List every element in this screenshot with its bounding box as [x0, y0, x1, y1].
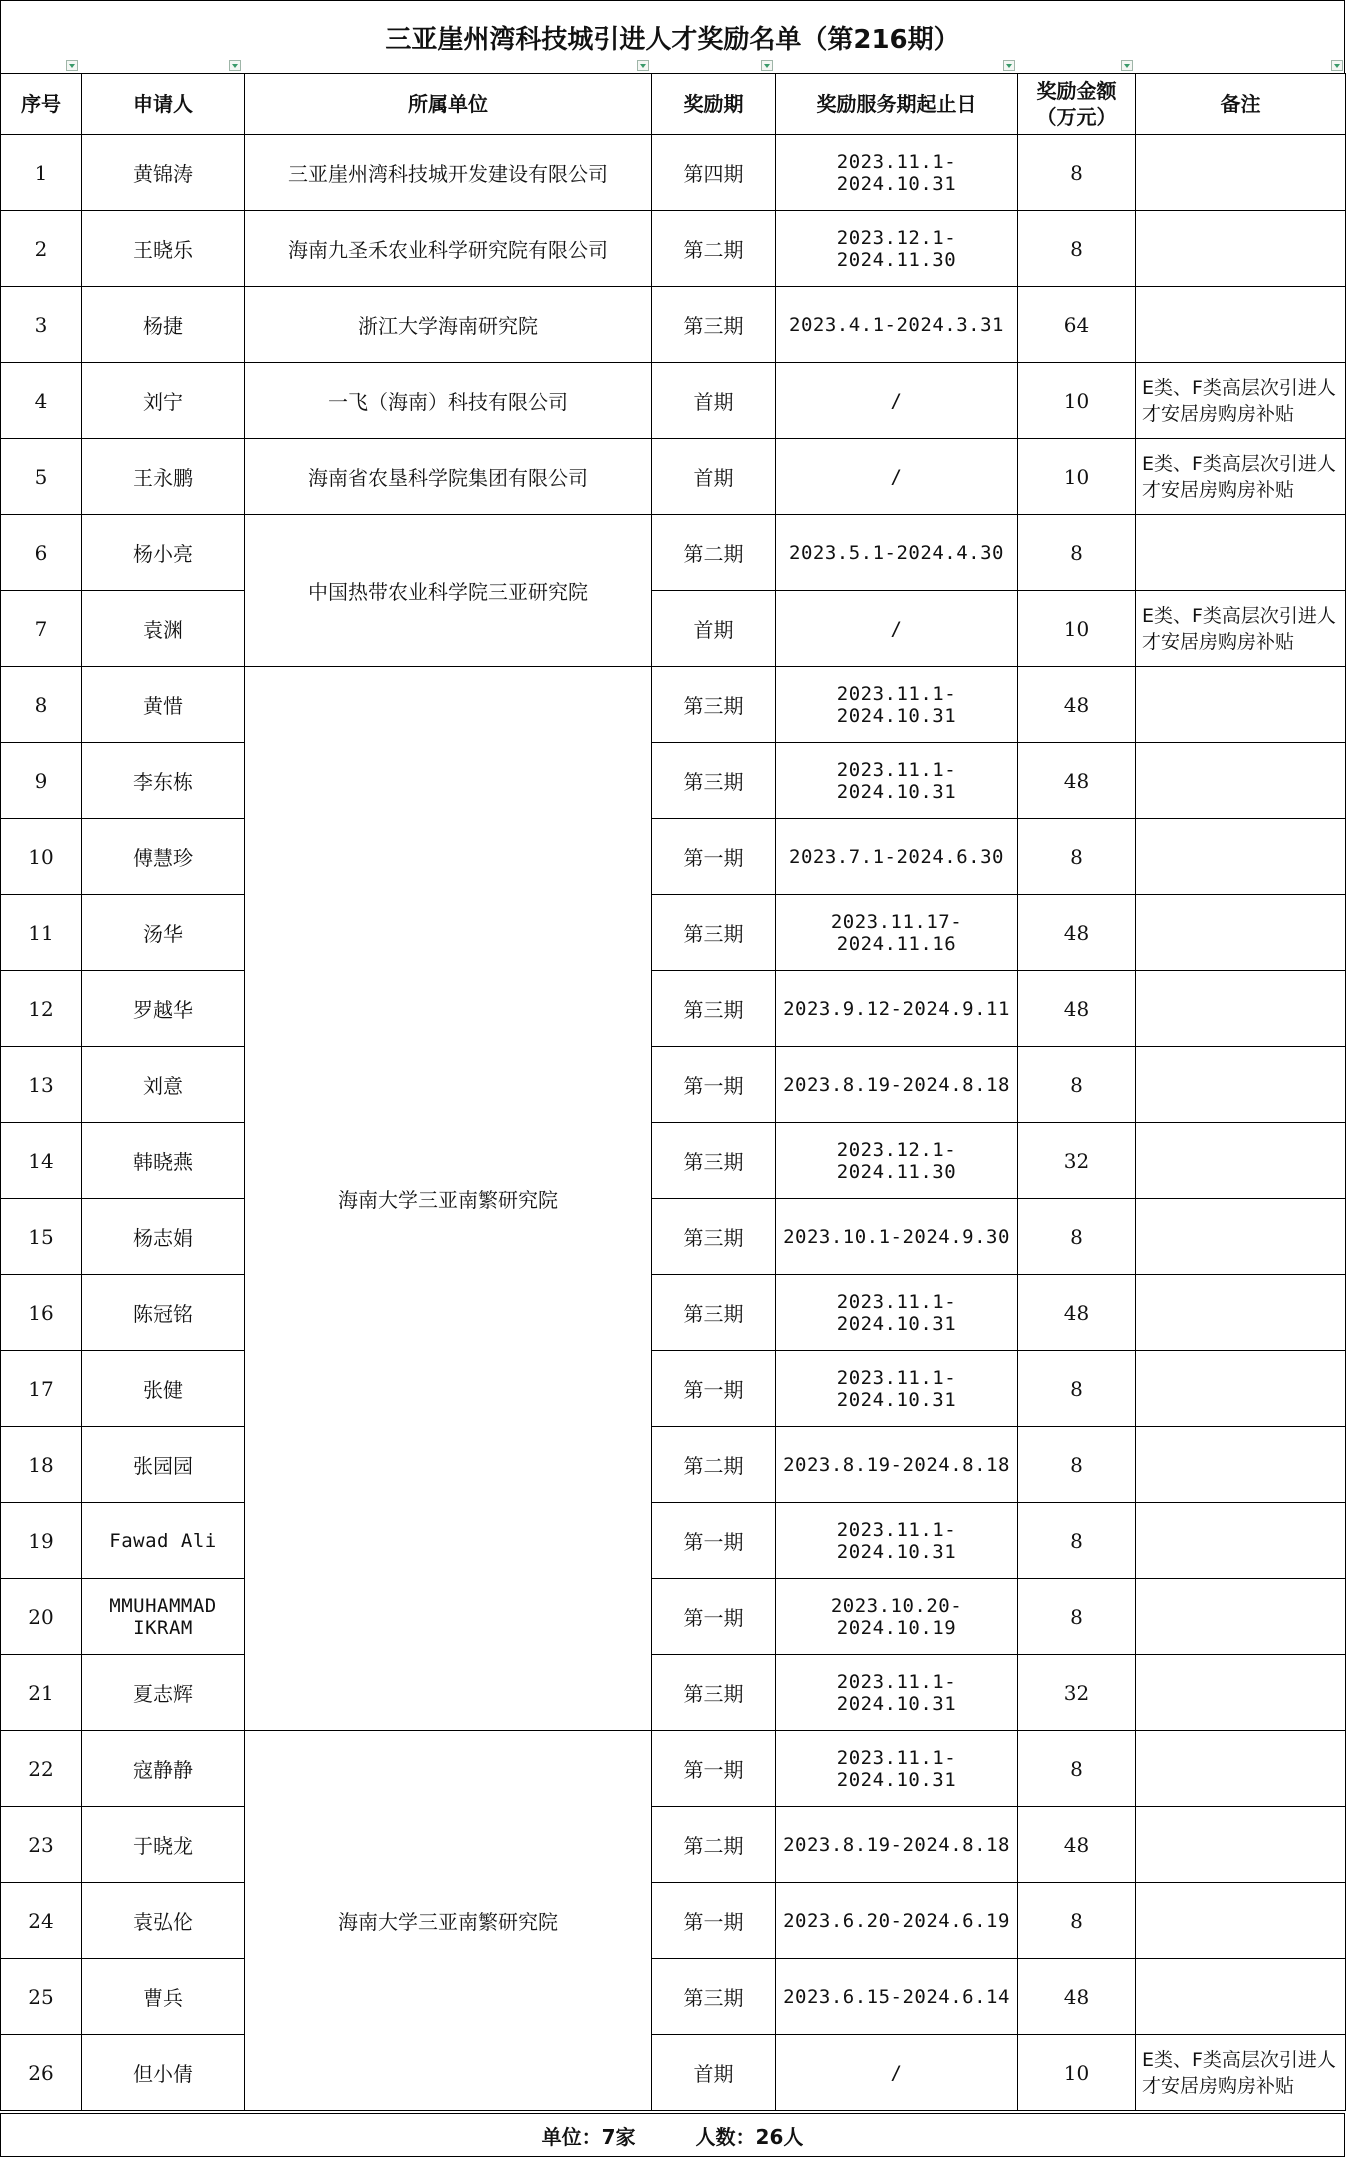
cell-no[interactable]: 22: [1, 1731, 82, 1807]
cell-service-range[interactable]: 2023.9.12-2024.9.11: [776, 971, 1018, 1047]
cell-unit[interactable]: 一飞（海南）科技有限公司: [245, 363, 652, 439]
cell-remarks[interactable]: [1136, 667, 1346, 743]
filter-dropdown-icon[interactable]: [229, 60, 241, 71]
table-row: [1, 895, 1346, 971]
cell-unit[interactable]: 海南大学三亚南繁研究院: [245, 1731, 652, 2111]
filter-dropdown-icon[interactable]: [761, 60, 773, 71]
cell-period[interactable]: 第二期: [652, 1427, 776, 1503]
cell-amount[interactable]: 8: [1018, 515, 1136, 591]
cell-period[interactable]: 第三期: [652, 971, 776, 1047]
cell-period[interactable]: 首期: [652, 591, 776, 667]
cell-no[interactable]: 10: [1, 819, 82, 895]
cell-amount[interactable]: 8: [1018, 1579, 1136, 1655]
table-row: [1, 1351, 1346, 1427]
cell-amount[interactable]: 8: [1018, 819, 1136, 895]
cell-applicant[interactable]: 罗越华: [82, 971, 245, 1047]
cell-amount[interactable]: 10: [1018, 591, 1136, 667]
cell-period[interactable]: 第三期: [652, 287, 776, 363]
cell-remarks[interactable]: [1136, 743, 1346, 819]
cell-applicant[interactable]: 杨志娟: [82, 1199, 245, 1275]
filter-dropdown-icon[interactable]: [637, 60, 649, 71]
cell-amount[interactable]: 8: [1018, 1883, 1136, 1959]
cell-service-range[interactable]: /: [776, 439, 1018, 515]
cell-remarks[interactable]: [1136, 1351, 1346, 1427]
cell-period[interactable]: 第一期: [652, 819, 776, 895]
cell-no[interactable]: 20: [1, 1579, 82, 1655]
cell-period[interactable]: 第三期: [652, 1199, 776, 1275]
cell-applicant[interactable]: 袁弘伦: [82, 1883, 245, 1959]
table-row: [1, 667, 1346, 743]
table-row: [1, 515, 1346, 591]
cell-period[interactable]: 第一期: [652, 1047, 776, 1123]
cell-amount[interactable]: 48: [1018, 1807, 1136, 1883]
cell-no[interactable]: 7: [1, 591, 82, 667]
cell-applicant[interactable]: 夏志辉: [82, 1655, 245, 1731]
cell-service-range[interactable]: 2023.11.17-2024.11.16: [776, 895, 1018, 971]
cell-period[interactable]: 首期: [652, 2035, 776, 2111]
cell-unit[interactable]: 三亚崖州湾科技城开发建设有限公司: [245, 135, 652, 211]
cell-service-range[interactable]: 2023.11.1-2024.10.31: [776, 743, 1018, 819]
cell-remarks[interactable]: [1136, 1427, 1346, 1503]
table-row: [1, 1579, 1346, 1655]
cell-no[interactable]: 16: [1, 1275, 82, 1351]
cell-amount[interactable]: 10: [1018, 2035, 1136, 2111]
table-row: [1, 1503, 1346, 1579]
cell-remarks[interactable]: E类、F类高层次引进人才安居房购房补贴: [1136, 2035, 1346, 2111]
cell-remarks[interactable]: E类、F类高层次引进人才安居房购房补贴: [1136, 363, 1346, 439]
cell-no[interactable]: 4: [1, 363, 82, 439]
cell-amount[interactable]: 10: [1018, 363, 1136, 439]
summary-footer: [0, 2113, 1345, 2157]
cell-remarks[interactable]: E类、F类高层次引进人才安居房购房补贴: [1136, 591, 1346, 667]
cell-applicant[interactable]: 寇静静: [82, 1731, 245, 1807]
table-row: [1, 2035, 1346, 2111]
cell-period[interactable]: 第一期: [652, 1731, 776, 1807]
cell-no[interactable]: 14: [1, 1123, 82, 1199]
cell-remarks[interactable]: [1136, 1503, 1346, 1579]
header-period: 奖励期: [652, 74, 776, 135]
cell-unit[interactable]: 中国热带农业科学院三亚研究院: [245, 515, 652, 667]
cell-amount[interactable]: 10: [1018, 439, 1136, 515]
cell-service-range[interactable]: 2023.11.1-2024.10.31: [776, 667, 1018, 743]
header-no: 序号: [1, 74, 82, 135]
cell-service-range[interactable]: 2023.10.20-2024.10.19: [776, 1579, 1018, 1655]
cell-amount[interactable]: 48: [1018, 1275, 1136, 1351]
cell-remarks[interactable]: [1136, 1579, 1346, 1655]
cell-service-range[interactable]: 2023.12.1-2024.11.30: [776, 211, 1018, 287]
cell-remarks[interactable]: [1136, 1959, 1346, 2035]
cell-period[interactable]: 第四期: [652, 135, 776, 211]
cell-period[interactable]: 第一期: [652, 1351, 776, 1427]
cell-period[interactable]: 第三期: [652, 1275, 776, 1351]
cell-period[interactable]: 第一期: [652, 1503, 776, 1579]
cell-remarks[interactable]: [1136, 1199, 1346, 1275]
cell-no[interactable]: 24: [1, 1883, 82, 1959]
cell-service-range[interactable]: 2023.11.1-2024.10.31: [776, 1275, 1018, 1351]
filter-dropdown-icon[interactable]: [66, 60, 78, 71]
cell-no[interactable]: 9: [1, 743, 82, 819]
table-row: [1, 591, 1346, 667]
cell-no[interactable]: 21: [1, 1655, 82, 1731]
cell-service-range[interactable]: 2023.5.1-2024.4.30: [776, 515, 1018, 591]
cell-service-range[interactable]: 2023.11.1-2024.10.31: [776, 135, 1018, 211]
table-row: [1, 363, 1346, 439]
cell-applicant[interactable]: 于晓龙: [82, 1807, 245, 1883]
cell-remarks[interactable]: [1136, 515, 1346, 591]
cell-service-range[interactable]: /: [776, 2035, 1018, 2111]
cell-service-range[interactable]: 2023.10.1-2024.9.30: [776, 1199, 1018, 1275]
cell-service-range[interactable]: 2023.6.20-2024.6.19: [776, 1883, 1018, 1959]
table-row: [1, 1199, 1346, 1275]
cell-amount[interactable]: 48: [1018, 895, 1136, 971]
cell-no[interactable]: 23: [1, 1807, 82, 1883]
cell-applicant[interactable]: 陈冠铭: [82, 1275, 245, 1351]
cell-service-range[interactable]: 2023.6.15-2024.6.14: [776, 1959, 1018, 2035]
sheet-title: 三亚崖州湾科技城引进人才奖励名单（第216期）: [0, 0, 1345, 74]
cell-amount[interactable]: 8: [1018, 1351, 1136, 1427]
table-row: [1, 287, 1346, 363]
cell-applicant[interactable]: Fawad Ali: [82, 1503, 245, 1579]
cell-applicant[interactable]: 袁渊: [82, 591, 245, 667]
cell-remarks[interactable]: [1136, 211, 1346, 287]
cell-remarks[interactable]: [1136, 1275, 1346, 1351]
cell-period[interactable]: 第二期: [652, 515, 776, 591]
cell-remarks[interactable]: [1136, 1047, 1346, 1123]
cell-period[interactable]: 第二期: [652, 211, 776, 287]
cell-amount[interactable]: 8: [1018, 1199, 1136, 1275]
cell-no[interactable]: 17: [1, 1351, 82, 1427]
cell-service-range[interactable]: /: [776, 591, 1018, 667]
cell-applicant[interactable]: 王永鹏: [82, 439, 245, 515]
table-row: [1, 1883, 1346, 1959]
table-row: [1, 1731, 1346, 1807]
cell-period[interactable]: 第三期: [652, 1959, 776, 2035]
cell-amount[interactable]: 32: [1018, 1655, 1136, 1731]
cell-period[interactable]: 第三期: [652, 1123, 776, 1199]
cell-applicant[interactable]: 刘宁: [82, 363, 245, 439]
cell-no[interactable]: 26: [1, 2035, 82, 2111]
table-row: [1, 819, 1346, 895]
cell-no[interactable]: 8: [1, 667, 82, 743]
cell-unit[interactable]: 海南九圣禾农业科学研究院有限公司: [245, 211, 652, 287]
cell-remarks[interactable]: E类、F类高层次引进人才安居房购房补贴: [1136, 439, 1346, 515]
cell-period[interactable]: 第三期: [652, 743, 776, 819]
cell-period[interactable]: 第三期: [652, 1655, 776, 1731]
cell-remarks[interactable]: [1136, 1883, 1346, 1959]
table-row: [1, 211, 1346, 287]
summary-units: 单位：7家: [541, 2124, 636, 2149]
cell-remarks[interactable]: [1136, 1731, 1346, 1807]
cell-amount[interactable]: 8: [1018, 1047, 1136, 1123]
cell-service-range[interactable]: 2023.8.19-2024.8.18: [776, 1807, 1018, 1883]
cell-applicant[interactable]: 傅慧珍: [82, 819, 245, 895]
cell-applicant[interactable]: 刘意: [82, 1047, 245, 1123]
cell-amount[interactable]: 8: [1018, 135, 1136, 211]
cell-no[interactable]: 5: [1, 439, 82, 515]
cell-applicant[interactable]: 汤华: [82, 895, 245, 971]
table-row: [1, 1959, 1346, 2035]
cell-amount[interactable]: 48: [1018, 971, 1136, 1047]
cell-remarks[interactable]: [1136, 1123, 1346, 1199]
cell-service-range[interactable]: 2023.8.19-2024.8.18: [776, 1427, 1018, 1503]
summary-people: 人数：26人: [695, 2124, 804, 2149]
cell-amount[interactable]: 48: [1018, 1959, 1136, 2035]
cell-period[interactable]: 第三期: [652, 895, 776, 971]
cell-no[interactable]: 1: [1, 135, 82, 211]
table-row: [1, 135, 1346, 211]
cell-remarks[interactable]: [1136, 819, 1346, 895]
cell-unit[interactable]: 浙江大学海南研究院: [245, 287, 652, 363]
cell-service-range[interactable]: /: [776, 363, 1018, 439]
table-row: [1, 971, 1346, 1047]
cell-service-range[interactable]: 2023.12.1-2024.11.30: [776, 1123, 1018, 1199]
cell-service-range[interactable]: 2023.11.1-2024.10.31: [776, 1655, 1018, 1731]
cell-no[interactable]: 25: [1, 1959, 82, 2035]
cell-remarks[interactable]: [1136, 1655, 1346, 1731]
cell-service-range[interactable]: 2023.11.1-2024.10.31: [776, 1731, 1018, 1807]
cell-no[interactable]: 3: [1, 287, 82, 363]
cell-remarks[interactable]: [1136, 135, 1346, 211]
cell-applicant[interactable]: 但小倩: [82, 2035, 245, 2111]
cell-period[interactable]: 第三期: [652, 667, 776, 743]
table-row: [1, 1807, 1346, 1883]
cell-amount[interactable]: 64: [1018, 287, 1136, 363]
cell-no[interactable]: 6: [1, 515, 82, 591]
cell-applicant[interactable]: 张园园: [82, 1427, 245, 1503]
table-row: [1, 743, 1346, 819]
cell-period[interactable]: 首期: [652, 439, 776, 515]
cell-period[interactable]: 第一期: [652, 1883, 776, 1959]
cell-applicant[interactable]: 王晓乐: [82, 211, 245, 287]
table-row: [1, 1427, 1346, 1503]
cell-applicant[interactable]: 黄惜: [82, 667, 245, 743]
cell-no[interactable]: 18: [1, 1427, 82, 1503]
cell-remarks[interactable]: [1136, 971, 1346, 1047]
cell-applicant[interactable]: 曹兵: [82, 1959, 245, 2035]
table-row: [1, 1275, 1346, 1351]
award-table: [0, 73, 1346, 2111]
cell-applicant[interactable]: MMUHAMMAD IKRAM: [82, 1579, 245, 1655]
cell-no[interactable]: 13: [1, 1047, 82, 1123]
cell-service-range[interactable]: 2023.4.1-2024.3.31: [776, 287, 1018, 363]
cell-applicant[interactable]: 杨捷: [82, 287, 245, 363]
cell-no[interactable]: 12: [1, 971, 82, 1047]
cell-unit[interactable]: 海南省农垦科学院集团有限公司: [245, 439, 652, 515]
cell-period[interactable]: 第二期: [652, 1807, 776, 1883]
cell-applicant[interactable]: 李东栋: [82, 743, 245, 819]
cell-amount[interactable]: 8: [1018, 1503, 1136, 1579]
table-row: [1, 1123, 1346, 1199]
cell-period[interactable]: 第一期: [652, 1579, 776, 1655]
table-row: [1, 439, 1346, 515]
cell-remarks[interactable]: [1136, 1807, 1346, 1883]
cell-service-range[interactable]: 2023.11.1-2024.10.31: [776, 1503, 1018, 1579]
cell-amount[interactable]: 8: [1018, 1731, 1136, 1807]
cell-service-range[interactable]: 2023.8.19-2024.8.18: [776, 1047, 1018, 1123]
cell-amount[interactable]: 8: [1018, 1427, 1136, 1503]
cell-unit[interactable]: 海南大学三亚南繁研究院: [245, 667, 652, 1731]
cell-applicant[interactable]: 张健: [82, 1351, 245, 1427]
cell-period[interactable]: 首期: [652, 363, 776, 439]
table-row: [1, 1655, 1346, 1731]
cell-no[interactable]: 19: [1, 1503, 82, 1579]
header-row: [1, 74, 1346, 135]
cell-remarks[interactable]: [1136, 287, 1346, 363]
cell-applicant[interactable]: 黄锦涛: [82, 135, 245, 211]
cell-no[interactable]: 11: [1, 895, 82, 971]
cell-no[interactable]: 2: [1, 211, 82, 287]
filter-dropdown-icon[interactable]: [1331, 60, 1343, 71]
filter-dropdown-icon[interactable]: [1003, 60, 1015, 71]
table-row: [1, 1047, 1346, 1123]
cell-applicant[interactable]: 杨小亮: [82, 515, 245, 591]
cell-service-range[interactable]: 2023.11.1-2024.10.31: [776, 1351, 1018, 1427]
header-applicant: 申请人: [82, 74, 245, 135]
cell-service-range[interactable]: 2023.7.1-2024.6.30: [776, 819, 1018, 895]
cell-amount[interactable]: 48: [1018, 667, 1136, 743]
header-remarks: 备注: [1136, 74, 1346, 135]
cell-no[interactable]: 15: [1, 1199, 82, 1275]
filter-dropdown-icon[interactable]: [1121, 60, 1133, 71]
table-body: [1, 135, 1346, 2111]
header-unit: 所属单位: [245, 74, 652, 135]
cell-remarks[interactable]: [1136, 895, 1346, 971]
header-service-range: 奖励服务期起止日: [776, 74, 1018, 135]
cell-amount[interactable]: 8: [1018, 211, 1136, 287]
cell-amount[interactable]: 32: [1018, 1123, 1136, 1199]
cell-amount[interactable]: 48: [1018, 743, 1136, 819]
header-amount: 奖励金额 （万元）: [1018, 74, 1136, 135]
cell-applicant[interactable]: 韩晓燕: [82, 1123, 245, 1199]
